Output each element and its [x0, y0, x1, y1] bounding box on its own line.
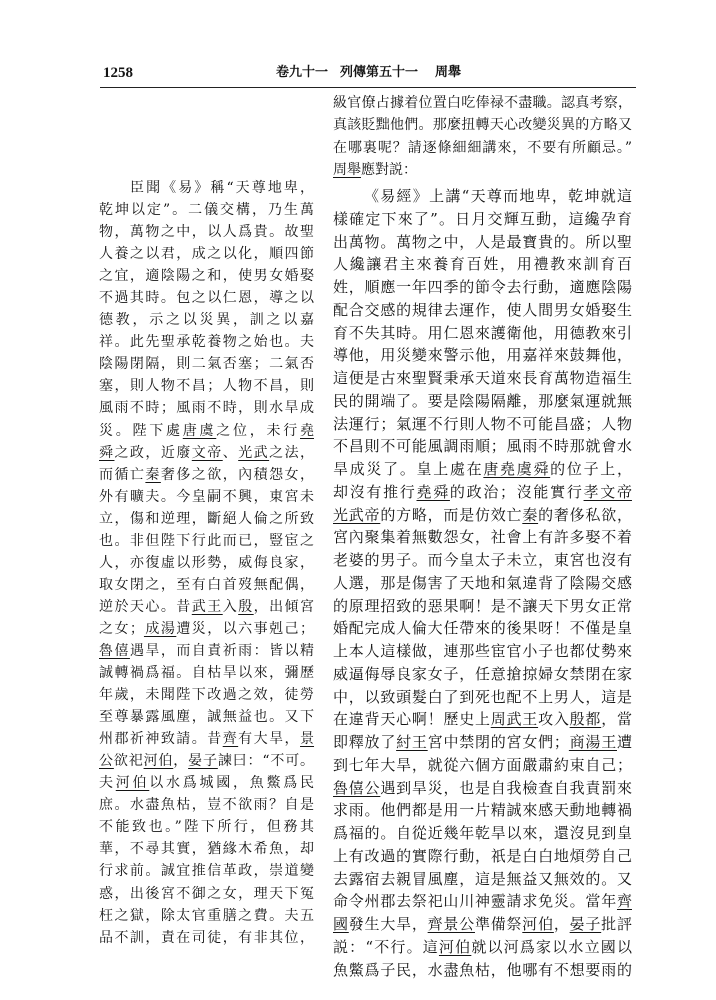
text-line — [333, 640, 632, 663]
text-line — [99, 794, 314, 816]
text-run: 諫曰：“不可。 — [217, 753, 315, 770]
text-run: 逆於天心。昔 — [99, 598, 192, 615]
text-line — [99, 927, 314, 949]
text-line — [99, 353, 314, 375]
text-run: 的原理招致的惡果啊！是不讓天下男女正常 — [333, 596, 632, 615]
text-run: 外有曠夫。今皇嗣不興，東宮未 — [99, 488, 314, 505]
text-run: 姓，順應一年四季的節令去行動，適應陰陽 — [333, 278, 632, 297]
text-run: 品不訓，責在司徒，有非其位， — [99, 929, 314, 946]
text-line — [333, 114, 632, 136]
proper-name: 河伯 — [115, 775, 150, 792]
text-run: 《易經》上講“天尊而地卑，乾坤就這 — [364, 187, 632, 206]
text-run: 陰陽閉隔，則二氣否塞；二氣否 — [99, 356, 314, 373]
text-line — [333, 231, 632, 254]
text-run: 發生大旱， — [348, 915, 428, 934]
proper-name: 堯舜 — [416, 482, 450, 501]
text-run: 塞，則人物不昌；人物不昌，則 — [99, 378, 314, 395]
text-run: 州郡祈神致請。昔 — [99, 731, 223, 748]
text-run: 宮中禁閉的宮女們； — [427, 733, 569, 752]
text-line — [99, 684, 314, 706]
text-line — [99, 287, 314, 309]
text-line — [99, 375, 314, 397]
proper-name: 殷 — [238, 598, 254, 615]
proper-name: 文帝 — [191, 444, 223, 461]
text-run: 至尊暴露風塵，誠無益也。又下 — [99, 709, 314, 726]
text-line — [333, 504, 632, 527]
text-run: 乾坤以定”。二儀交構，乃生萬 — [99, 202, 314, 219]
text-run: 在違背天心啊！歷史上 — [333, 710, 491, 729]
text-line — [333, 890, 632, 913]
paragraph — [333, 185, 632, 981]
text-run: 魚鱉爲子民，水盡魚枯，他哪有不想要雨的 — [333, 960, 632, 979]
text-line — [333, 276, 632, 299]
paragraph — [333, 92, 632, 181]
text-run: 之位，未行 — [216, 422, 300, 439]
text-run: ， — [553, 915, 570, 934]
text-run: 即釋放了 — [333, 733, 397, 752]
text-run: 之女； — [99, 620, 144, 637]
proper-name: 武王 — [191, 598, 223, 615]
text-line — [99, 772, 314, 794]
proper-name: 景 — [300, 731, 315, 748]
text-line — [99, 221, 314, 243]
proper-name: 齊景公 — [427, 915, 475, 934]
text-run: 奢侈之欲，內積怨女， — [160, 466, 315, 483]
proper-name: 晏子 — [569, 915, 602, 934]
text-line — [333, 253, 632, 276]
text-line — [333, 845, 632, 868]
proper-name: 孝文帝 — [583, 482, 632, 501]
text-run: 風雨不時；風雨不時，則水旱成 — [99, 400, 314, 417]
text-run: 威逼侮辱良家女子，任意搶掠婦女禁閉在家 — [333, 664, 632, 683]
text-run: 之法， — [269, 444, 315, 461]
text-line — [99, 618, 314, 640]
text-run: 年歲，未聞陛下改過之效，徒勞 — [99, 687, 314, 704]
text-line — [333, 137, 632, 159]
translation-column — [333, 92, 632, 981]
text-run: 不過其時。包之以仁恩，導之以 — [99, 290, 314, 307]
text-line — [99, 596, 314, 618]
proper-name: 齊 — [616, 892, 632, 911]
proper-name: 晏子 — [188, 753, 218, 770]
proper-name: 光武帝 — [333, 505, 381, 524]
text-run: 準備祭 — [474, 915, 523, 934]
text-line — [333, 686, 632, 709]
text-run: 遭 — [616, 733, 632, 752]
text-line — [333, 913, 632, 936]
text-line — [99, 905, 314, 927]
text-run: 的政治；沒能實行 — [449, 482, 584, 501]
proper-name: 周武王 — [490, 710, 539, 729]
text-run: 夫 — [99, 775, 116, 792]
text-line — [333, 708, 632, 731]
text-run: 命令州郡去祭祀山川神靈請求免災。當年 — [333, 892, 617, 911]
text-run: 宮內聚集着無數怨女，社會上有許多娶不着 — [333, 528, 632, 547]
header-rule — [100, 87, 636, 88]
text-line — [333, 208, 632, 231]
text-run: 有大旱， — [238, 731, 301, 748]
text-line — [333, 959, 632, 982]
text-line — [333, 868, 632, 891]
text-line — [333, 299, 632, 322]
text-run: 導他，用災變來警示他，用嘉祥來鼓舞他， — [333, 346, 632, 365]
text-run: 老婆的男子。而今皇太子未立，東宮也沒有 — [333, 551, 632, 570]
text-run: 之政，近廢 — [114, 444, 192, 461]
proper-name: 周舉 — [333, 161, 361, 178]
text-run: 真該貶黜他們。那麼扭轉天心改變災異的方略又 — [333, 117, 632, 134]
text-line — [333, 595, 632, 618]
text-line — [99, 309, 314, 331]
proper-name: 商湯王 — [568, 733, 617, 752]
proper-name: 唐堯虞舜 — [483, 460, 551, 479]
text-line — [333, 777, 632, 800]
proper-name: 成湯 — [143, 620, 177, 637]
text-line — [333, 549, 632, 572]
text-line — [333, 663, 632, 686]
text-run: 民的開端了。要是陰陽隔離，那麼氣運就無 — [333, 391, 632, 410]
text-run: 去露宿去親冒風塵，這是無益又無效的。又 — [333, 869, 632, 888]
text-run: 庶。水盡魚枯，豈不欲雨？自是 — [99, 797, 314, 814]
proper-name: 紂王 — [396, 733, 428, 752]
text-line — [99, 530, 314, 552]
text-run: 祥。此先聖承乾養物之始也。夫 — [99, 334, 314, 351]
text-run: 的位子上， — [550, 460, 632, 479]
text-run: 枉之獄，除太官重膳之費。夫五 — [99, 907, 314, 924]
text-run: 配合交感的規律去運作，使人間男女婚娶生 — [333, 300, 632, 319]
text-line — [99, 199, 314, 221]
text-run: 級官僚占據着位置白吃俸禄不盡職。認真考察， — [333, 95, 632, 111]
text-line — [99, 508, 314, 530]
text-line — [333, 185, 632, 208]
text-run: 應對説： — [361, 161, 417, 178]
page-number: 1258 — [103, 65, 133, 81]
text-run: 德教，示之以災異，訓之以嘉 — [99, 312, 314, 329]
text-line — [99, 883, 314, 905]
text-line — [333, 413, 632, 436]
text-run: 樣確定下來了”。日月交輝互動，這纔孕育 — [333, 209, 632, 228]
text-run: 到七年大旱，就從六個方面嚴肅約束自己； — [333, 755, 632, 774]
text-line — [99, 860, 314, 882]
running-head-volume: 卷九十一 — [276, 65, 329, 80]
text-line — [333, 322, 632, 345]
text-run: 人纔讓君主來養育百姓，用禮教來訓育百 — [333, 255, 632, 274]
text-line — [99, 662, 314, 684]
text-line — [99, 177, 314, 199]
text-run: 而循亡 — [99, 466, 146, 483]
text-run: 法運行；氣運不行則人物不可能昌盛；人物 — [333, 414, 632, 433]
text-line — [99, 420, 314, 442]
text-line — [99, 640, 314, 662]
text-run: 不昌則不可能風調雨順；風雨不時那就會水 — [333, 437, 632, 456]
text-run: 在哪裏呢？請逐條細細講來，不要有所顧忌。” — [333, 139, 632, 156]
text-line — [99, 750, 314, 772]
proper-name: 河伯 — [143, 753, 174, 770]
text-run: 臣聞《易》稱“天尊地卑， — [130, 180, 314, 196]
text-run: 上本人這樣做，連那些宦官小子也都仗勢來 — [333, 642, 632, 661]
text-line — [333, 390, 632, 413]
proper-name: 魯僖 — [99, 642, 130, 659]
text-run: 旱成災了。皇上處在 — [333, 460, 484, 479]
text-run: 人養之以君，成之以化，順四節 — [99, 246, 314, 263]
running-head-subject: 周舉 — [435, 65, 462, 80]
text-run: 華，不尋其實，猶緣木希魚，却 — [99, 841, 314, 858]
text-run: 人選，那是傷害了天地和氣違背了陰陽交感 — [333, 573, 632, 592]
text-run: 這便是古來聖賢秉承天道來長育萬物造福生 — [333, 369, 632, 388]
text-line — [333, 731, 632, 754]
proper-name: 秦 — [522, 505, 539, 524]
text-line — [99, 243, 314, 265]
text-run: 爲福的。自從近幾年乾旱以來，還沒見到皇 — [333, 824, 632, 843]
proper-name: 河伯 — [438, 937, 472, 956]
text-run: 惑，出後宮不御之女，理天下冤 — [99, 885, 314, 902]
text-run: 行求前。誠宜推信革政，崇道變 — [99, 863, 314, 880]
text-line — [333, 822, 632, 845]
text-run: 人，亦復虛以形勢，威侮良家， — [99, 554, 314, 571]
proper-name: 光武 — [238, 444, 270, 461]
text-run: 、 — [222, 444, 239, 461]
text-run: 誠轉禍爲福。自枯旱以來，彌歷 — [99, 665, 314, 682]
text-run: 遭災，以六事剋己； — [176, 620, 315, 637]
text-line — [99, 486, 314, 508]
text-run: 却沒有推行 — [333, 482, 417, 501]
text-line — [333, 159, 632, 181]
proper-name: 國 — [333, 915, 349, 934]
text-line — [333, 435, 632, 458]
text-run: 取女閉之，至有白首歿無配偶， — [99, 576, 314, 593]
text-run: 立，傷和逆理，斷絕人倫之所致 — [99, 510, 314, 527]
text-run: 物，萬物之中，以人爲貴。故聖 — [99, 224, 314, 241]
text-run: 的方略，而是仿效亡 — [380, 505, 523, 524]
text-line — [99, 397, 314, 419]
text-line — [333, 572, 632, 595]
text-run: 上有改過的實際行動，祇是白白地煩勞自己 — [333, 846, 632, 865]
text-line — [99, 728, 314, 750]
text-run: 説：“不行。這 — [333, 937, 439, 956]
proper-name: 舜 — [99, 444, 115, 461]
text-run: 出萬物。萬物之中，人是最寶貴的。所以聖 — [333, 232, 632, 251]
proper-name: 唐虞 — [182, 422, 217, 439]
text-run: 批評 — [601, 915, 632, 934]
text-line — [333, 92, 632, 114]
text-line — [99, 816, 314, 838]
text-run: 攻入 — [538, 710, 570, 729]
text-run: 婚配完成人倫大任帶來的後果呀！不僅是皇 — [333, 619, 632, 638]
text-run: ， — [173, 753, 189, 770]
text-run: 遇旱，而自責祈雨：皆以精 — [129, 642, 315, 659]
text-line — [99, 464, 314, 486]
text-run: ，出傾宮 — [253, 598, 315, 615]
text-run: 之宜，適陰陽之和，使男女婚娶 — [99, 268, 314, 285]
text-run: 的奢侈私欲， — [538, 505, 632, 524]
text-run: 育不失其時。用仁恩來護衛他，用德教來引 — [333, 323, 632, 342]
text-run: 中，以致頭髮白了到死也配不上男人，這是 — [333, 687, 632, 706]
proper-name: 殷都 — [569, 710, 602, 729]
text-line — [333, 799, 632, 822]
proper-name: 堯 — [300, 422, 314, 439]
text-line — [333, 367, 632, 390]
text-line — [333, 617, 632, 640]
text-line — [99, 331, 314, 353]
proper-name: 河伯 — [522, 915, 554, 934]
text-run: 欲祀 — [113, 753, 144, 770]
text-run: ，當 — [601, 710, 632, 729]
text-line — [99, 574, 314, 596]
proper-name: 魯僖公 — [333, 778, 381, 797]
proper-name: 齊 — [222, 731, 239, 748]
text-run: 入 — [222, 598, 239, 615]
original-text-column — [99, 177, 314, 949]
text-run: 求雨。他們都是用一片精誠來感天動地轉禍 — [333, 801, 632, 820]
text-run: 也。非但陛下行此而已，豎宦之 — [99, 532, 314, 549]
proper-name: 秦 — [145, 466, 161, 483]
text-line — [99, 265, 314, 287]
text-run: 不能致也。”陛下所行，但務其 — [99, 819, 314, 836]
proper-name: 公 — [99, 753, 114, 770]
text-run: 以水爲城國，魚鱉爲民 — [149, 775, 314, 792]
text-line — [333, 481, 632, 504]
text-line — [99, 442, 314, 464]
text-line — [333, 526, 632, 549]
running-head-section: 列傳第五十一 — [340, 65, 419, 80]
text-line — [333, 754, 632, 777]
text-line — [99, 552, 314, 574]
text-run: 遇到旱災，也是自我檢查自我責罰來 — [380, 778, 632, 797]
text-line — [333, 936, 632, 959]
text-line — [333, 458, 632, 481]
text-run: 災。陛下處 — [99, 422, 183, 439]
text-run: 就以河爲家以水立國以 — [471, 937, 632, 956]
text-line — [333, 344, 632, 367]
paragraph — [99, 177, 314, 949]
text-line — [99, 838, 314, 860]
running-head — [276, 64, 461, 82]
text-line — [99, 706, 314, 728]
